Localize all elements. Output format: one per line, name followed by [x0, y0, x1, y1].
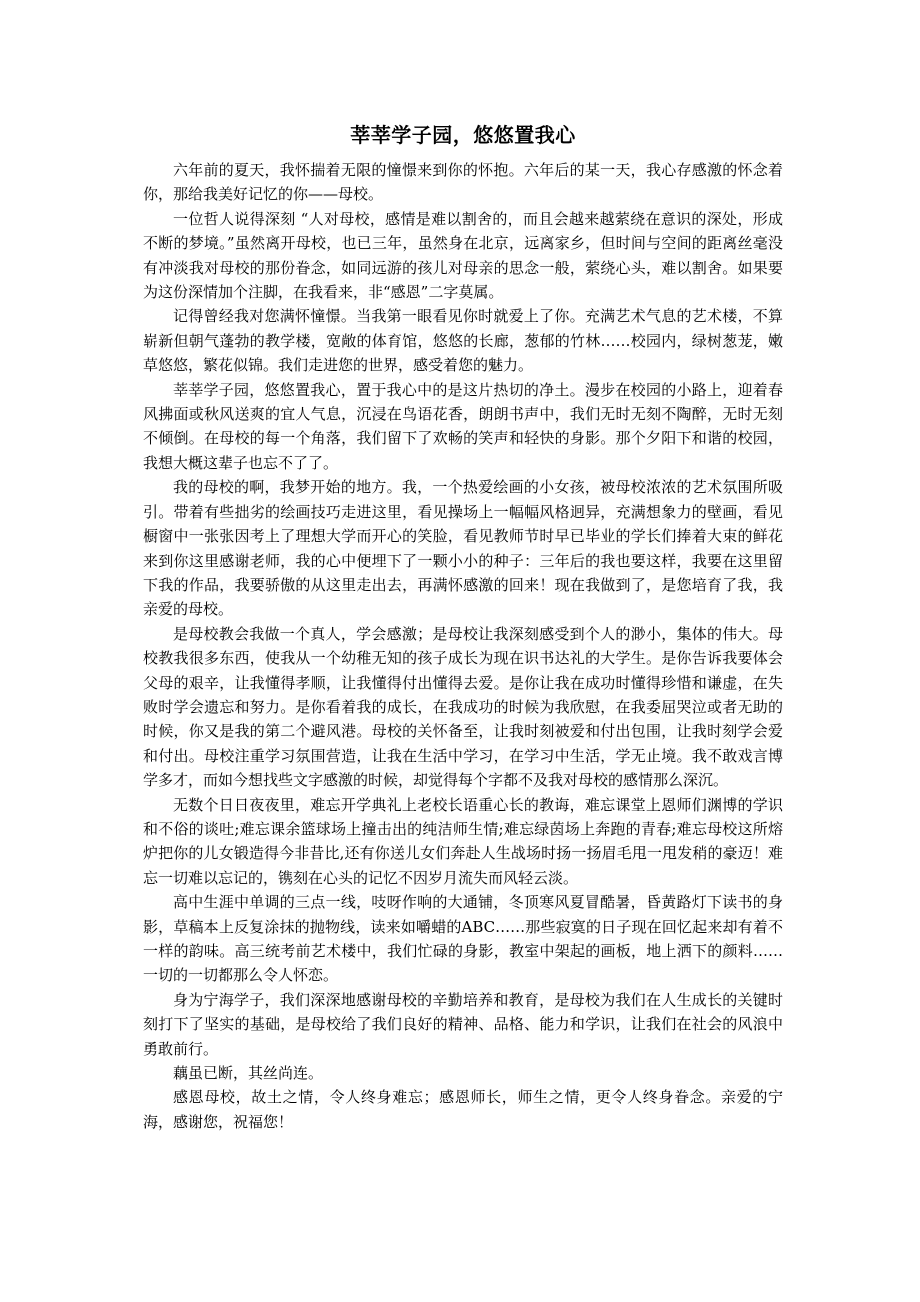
- paragraph-10: 藕虽已断，其丝尚连。: [173, 1064, 324, 1083]
- paragraph-7: 无数个日日夜夜里，难忘开学典礼上老校长语重心长的教诲，难忘课堂上恩师们渊博的学识和不俗的谈吐;难忘课余篮球场上撞击出的纯洁师生情;难忘绿茵场上奔跑的青春;难忘母校这所熔炉把你的儿女锻造得今非昔比,还有你送儿女们奔赴人生战场时扬一扬眉毛甩一甩发稍的豪迈！难忘一切难以忘记的，镌刻在心头的记忆不因岁月流失而风轻云淡。: [143, 795, 783, 887]
- paragraph-9: 身为宁海学子，我们深深地感谢母校的辛勤培养和教育，是母校为我们在人生成长的关键时刻打下了坚实的基础，是母校给了我们良好的精神、品格、能力和学识，让我们在社会的风浪中勇敢前行。: [143, 990, 783, 1058]
- paragraph-6: 是母校教会我做一个真人，学会感激；是母校让我深刻感受到个人的渺小，集体的伟大。母校教我很多东西，使我从一个幼稚无知的孩子成长为现在识书达礼的大学生。是你告诉我要体会父母的艰辛，让我懂得孝顺，让我懂得付出懂得去爱。是你让我在成功时懂得珍惜和谦虚，在失败时学会遗忘和努力。是你看着我的成长，在我成功的时候为我欣慰，在我委屈哭泣或者无助的时候，你又是我的第二个避风港。母校的关怀备至，让我时刻被爱和付出包围，让我时刻学会爱和付出。母校注重学习氛围营造，让我在生活中学习，在学习中生活，学无止境。我不敢戏言博学多才，而如今想找些文字感激的时候，却觉得每个字都不及我对母校的感情那么深沉。: [143, 624, 783, 790]
- paragraph-8: 高中生涯中单调的三点一线，吱呀作响的大通铺，冬顶寒风夏冒酷暑，昏黄路灯下读书的身影，草稿本上反复涂抹的抛物线，读来如嚼蜡的ABC……那些寂寞的日子现在回忆起来却有着不一样的韵味。高三统考前艺术楼中，我们忙碌的身影，教室中架起的画板，地上洒下的颜料……一切的一切都那么令人怀恋。: [143, 893, 783, 985]
- paragraph-3: 记得曾经我对您满怀憧憬。当我第一眼看见你时就爱上了你。充满艺术气息的艺术楼，不算崭新但朝气蓬勃的教学楼，宽敞的体育馆，悠悠的长廊，葱郁的竹林……校园内，绿树葱茏，嫩草悠悠，繁花似锦。我们走进您的世界，感受着您的魅力。: [143, 307, 783, 375]
- paragraph-1: 六年前的夏天，我怀揣着无限的憧憬来到你的怀抱。六年后的某一天，我心存感激的怀念着你，那给我美好记忆的你——母校。: [143, 161, 783, 204]
- paragraph-2: 一位哲人说得深刻 “人对母校，感情是难以割舍的，而且会越来越萦绕在意识的深处，形成不断的梦境。”虽然离开母校，也已三年，虽然身在北京，远离家乡，但时间与空间的距离丝毫没有冲淡我对母校的那份眷念，如同远游的孩儿对母亲的思念一般，萦绕心头，难以割舍。如果要为这份深情加个注脚，在我看来，非“感恩”二字莫属。: [143, 209, 783, 302]
- document-page: [143, 118, 783, 1134]
- paragraph-5: 我的母校的啊，我梦开始的地方。我，一个热爱绘画的小女孩，被母校浓浓的艺术氛围所吸引。带着有些拙劣的绘画技巧走进这里，看见操场上一幅幅风格迥异，充满想象力的壁画，看见橱窗中一张张因考上了理想大学而开心的笑脸，看见教师节时早已毕业的学长们捧着大束的鲜花来到你这里感谢老师，我的心中便埋下了一颗小小的种子：三年后的我也要这样，我要在这里留下我的作品，我要骄傲的从这里走出去，再满怀感激的回来！现在我做到了，是您培育了我，我亲爱的母校。: [143, 478, 783, 619]
- document-title: 莘莘学子园，悠悠置我心: [350, 123, 576, 147]
- paragraph-4: 莘莘学子园，悠悠置我心，置于我心中的是这片热切的净土。漫步在校园的小路上，迎着春风拂面或秋风送爽的宜人气息，沉浸在鸟语花香，朗朗书声中，我们无时无刻不陶醉，无时无刻不倾倒。在母校的每一个角落，我们留下了欢畅的笑声和轻快的身影。那个夕阳下和谐的校园，我想大概这辈子也忘不了了。: [143, 380, 783, 472]
- paragraph-11: 感恩母校，故土之情，令人终身难忘；感恩师长，师生之情，更令人终身眷念。亲爱的宁海，感谢您，祝福您！: [143, 1088, 783, 1131]
